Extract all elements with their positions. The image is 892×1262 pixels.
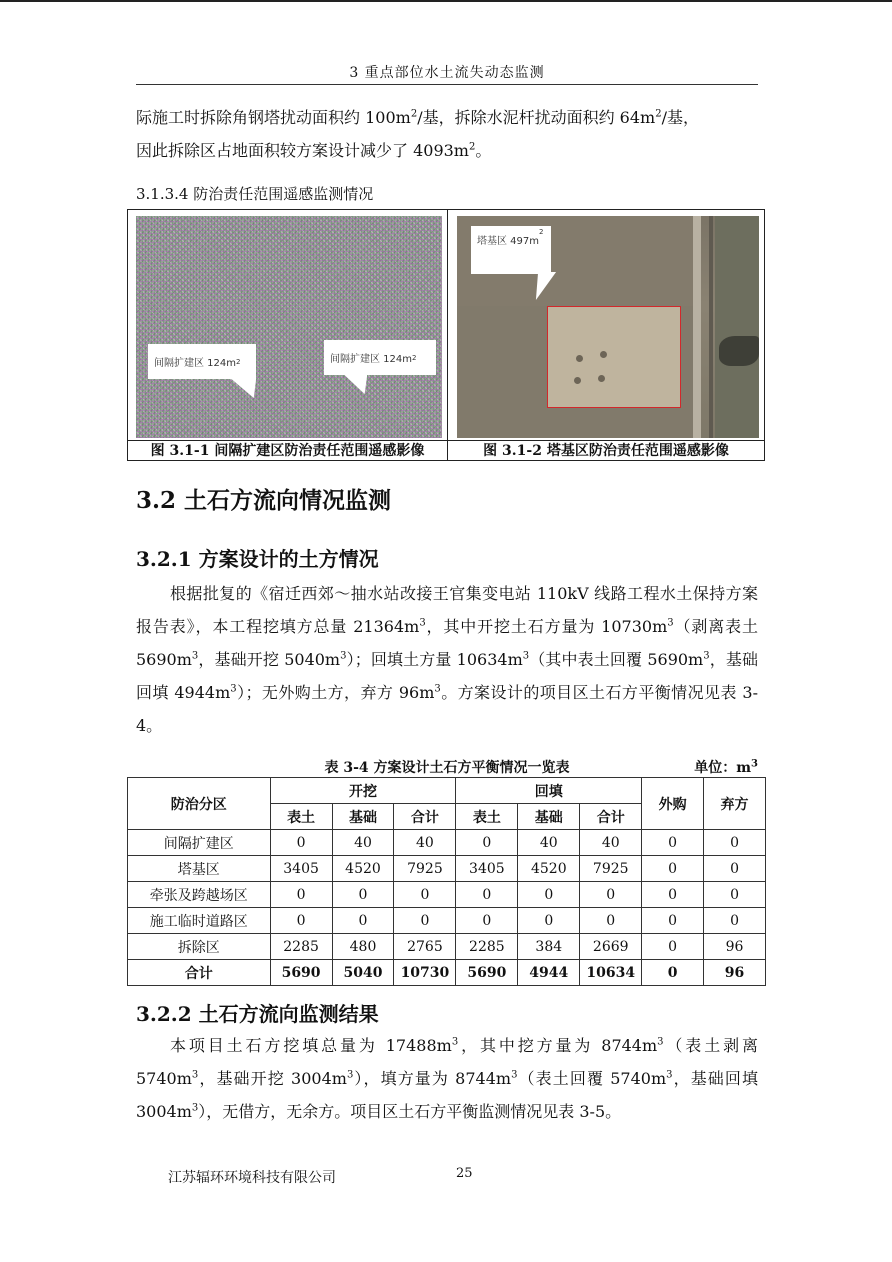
header-excavation-subtotal: 合计 [394, 804, 456, 830]
page-header: 3 重点部位水土流失动态监测 [349, 65, 545, 81]
tower-foundation [598, 375, 605, 382]
table-cell: 0 [332, 882, 394, 908]
header-backfill-topsoil: 表土 [456, 804, 518, 830]
table-row [128, 934, 766, 960]
page-number: 25 [456, 1166, 473, 1181]
table-cell: 0 [642, 934, 704, 960]
section-heading-3-2: 3.2 土石方流向情况监测 [136, 487, 392, 514]
table-cell: 0 [642, 908, 704, 934]
tower-foundation [574, 377, 581, 384]
footer-company: 江苏辐环环境科技有限公司 [168, 1170, 336, 1186]
top-border-rule [0, 0, 892, 2]
table-cell: 40 [580, 830, 642, 856]
table-cell: 3405 [456, 856, 518, 882]
header-rule [136, 84, 758, 85]
table-row [128, 908, 766, 934]
table-cell: 0 [642, 830, 704, 856]
table-row [128, 882, 766, 908]
table-cell: 96 [704, 934, 766, 960]
table-cell: 0 [518, 908, 580, 934]
table-cell: 40 [332, 830, 394, 856]
table-cell: 0 [642, 882, 704, 908]
table-cell: 0 [456, 908, 518, 934]
table-cell: 2285 [270, 934, 332, 960]
caption-rule [128, 440, 764, 441]
earthwork-balance-table [127, 777, 766, 986]
table-cell: 7925 [580, 856, 642, 882]
table-cell: 0 [456, 830, 518, 856]
table-unit: 单位：$m^3$ [694, 758, 758, 776]
callout-tower-base: 塔基区 497m 2 [471, 226, 551, 274]
table-cell: 0 [270, 830, 332, 856]
table-cell: 10634 [580, 960, 642, 986]
table-cell: 10730 [394, 960, 456, 986]
table-cell: 40 [394, 830, 456, 856]
header-waste: 弃方 [704, 778, 766, 830]
table-cell: 3405 [270, 856, 332, 882]
table-cell: 5690 [270, 960, 332, 986]
section-heading-3-2-1: 3.2.1 方案设计的土方情况 [136, 547, 379, 571]
table-cell: 0 [642, 960, 704, 986]
table-cell: 40 [518, 830, 580, 856]
header-backfill-subtotal: 合计 [580, 804, 642, 830]
header-purchase: 外购 [642, 778, 704, 830]
table-cell: 施工临时道路区 [128, 908, 271, 934]
table-cell: 7925 [394, 856, 456, 882]
figure-divider [447, 210, 448, 461]
table-cell: 拆除区 [128, 934, 271, 960]
table-cell: 牵张及跨越场区 [128, 882, 271, 908]
table-cell: 5040 [332, 960, 394, 986]
table-cell: 384 [518, 934, 580, 960]
field-patch [715, 216, 759, 438]
road [693, 216, 701, 438]
table-total-row [128, 960, 766, 986]
header-backfill: 回填 [456, 778, 642, 804]
table-cell: 2285 [456, 934, 518, 960]
paragraph-3-2-1: 根据批复的《宿迁西郊～抽水站改接王官集变电站 110kV 线路工程水土保持方案报告表》，本工程挖填方总量 $21364m^3$，其中开挖土石方量为 $10730m^3$（剥离表土 $5690m^3$，基础开挖 $5040m^3$）；回填土方量 $10634m^3$（其中表土回覆 $5690m^3$，基础回填 $4944m^3$）；无外购土方，弃方 $96m^3$。方案设计的项目区土石方平衡情况见表 3-4。 [136, 584, 758, 735]
paragraph-3-2-2: 本项目土石方挖填总量为 $17488m^3$，其中挖方量为 $8744m^3$（表土剥离 $5740m^3$，基础开挖 $3004m^3$），填方量为 $8744m^3$（表土回覆 $5740m^3$，基础回填 $3004m^3$），无借方，无余方。项目区土石方平衡监测情况见表 3-5。 [136, 1036, 758, 1121]
table-cell: 0 [704, 882, 766, 908]
table-cell: 0 [456, 882, 518, 908]
tower-foundation [576, 355, 583, 362]
figure-caption-3-1-2: 图 3.1-2 塔基区防治责任范围遥感影像 [483, 443, 729, 459]
header-zone: 防治分区 [128, 778, 271, 830]
table-cell: 4944 [518, 960, 580, 986]
table-cell: 合计 [128, 960, 271, 986]
callout-bay-expansion-2: 间隔扩建区 124m 2 [324, 340, 436, 375]
table-cell: 0 [704, 856, 766, 882]
table-cell: 5690 [456, 960, 518, 986]
remote-sensing-image-tower-base [457, 216, 759, 438]
table-cell: 0 [270, 908, 332, 934]
table-cell: 0 [704, 830, 766, 856]
tower-foundation [600, 351, 607, 358]
remote-sensing-image-bay-expansion [136, 216, 442, 438]
table-cell: 0 [270, 882, 332, 908]
table-cell: 2669 [580, 934, 642, 960]
callout-bay-expansion-1: 间隔扩建区 124m 2 [148, 344, 256, 379]
intro-paragraph: 际施工时拆除角钢塔扰动面积约 $100m^2/$基，拆除水泥杆扰动面积约 $64m^2/$基， 因此拆除区占地面积较方案设计减少了 $4093m^2$。 [136, 108, 699, 160]
callout-tail [230, 378, 268, 398]
table-header-row [128, 778, 766, 804]
table-cell: 96 [704, 960, 766, 986]
table-cell: 2765 [394, 934, 456, 960]
table-cell: 480 [332, 934, 394, 960]
dark-patch [719, 336, 759, 366]
table-cell: 4520 [332, 856, 394, 882]
header-backfill-foundation: 基础 [518, 804, 580, 830]
tower-base-boundary [547, 306, 681, 408]
table-title-row [136, 757, 758, 775]
header-excavation-foundation: 基础 [332, 804, 394, 830]
callout-tail [343, 374, 376, 394]
table-cell: 0 [704, 908, 766, 934]
table-cell: 0 [332, 908, 394, 934]
table-row [128, 830, 766, 856]
table-cell: 4520 [518, 856, 580, 882]
section-heading-3-2-2: 3.2.2 土石方流向监测结果 [136, 1002, 379, 1026]
table-cell: 0 [642, 856, 704, 882]
header-excavation: 开挖 [270, 778, 456, 804]
table-cell: 0 [580, 908, 642, 934]
table-title: 表 3-4 方案设计土石方平衡情况一览表 [324, 760, 570, 776]
table-cell: 0 [580, 882, 642, 908]
table-cell: 0 [518, 882, 580, 908]
header-excavation-topsoil: 表土 [270, 804, 332, 830]
figure-caption-3-1-1: 图 3.1-1 间隔扩建区防治责任范围遥感影像 [150, 443, 425, 459]
table-cell: 0 [394, 908, 456, 934]
figure-table [127, 209, 765, 461]
subsection-remote-sensing: 3.1.3.4 防治责任范围遥感监测情况 [136, 185, 374, 203]
table-cell: 间隔扩建区 [128, 830, 271, 856]
table-row [128, 856, 766, 882]
ditch [709, 216, 713, 438]
table-cell: 0 [394, 882, 456, 908]
table-cell: 塔基区 [128, 856, 271, 882]
